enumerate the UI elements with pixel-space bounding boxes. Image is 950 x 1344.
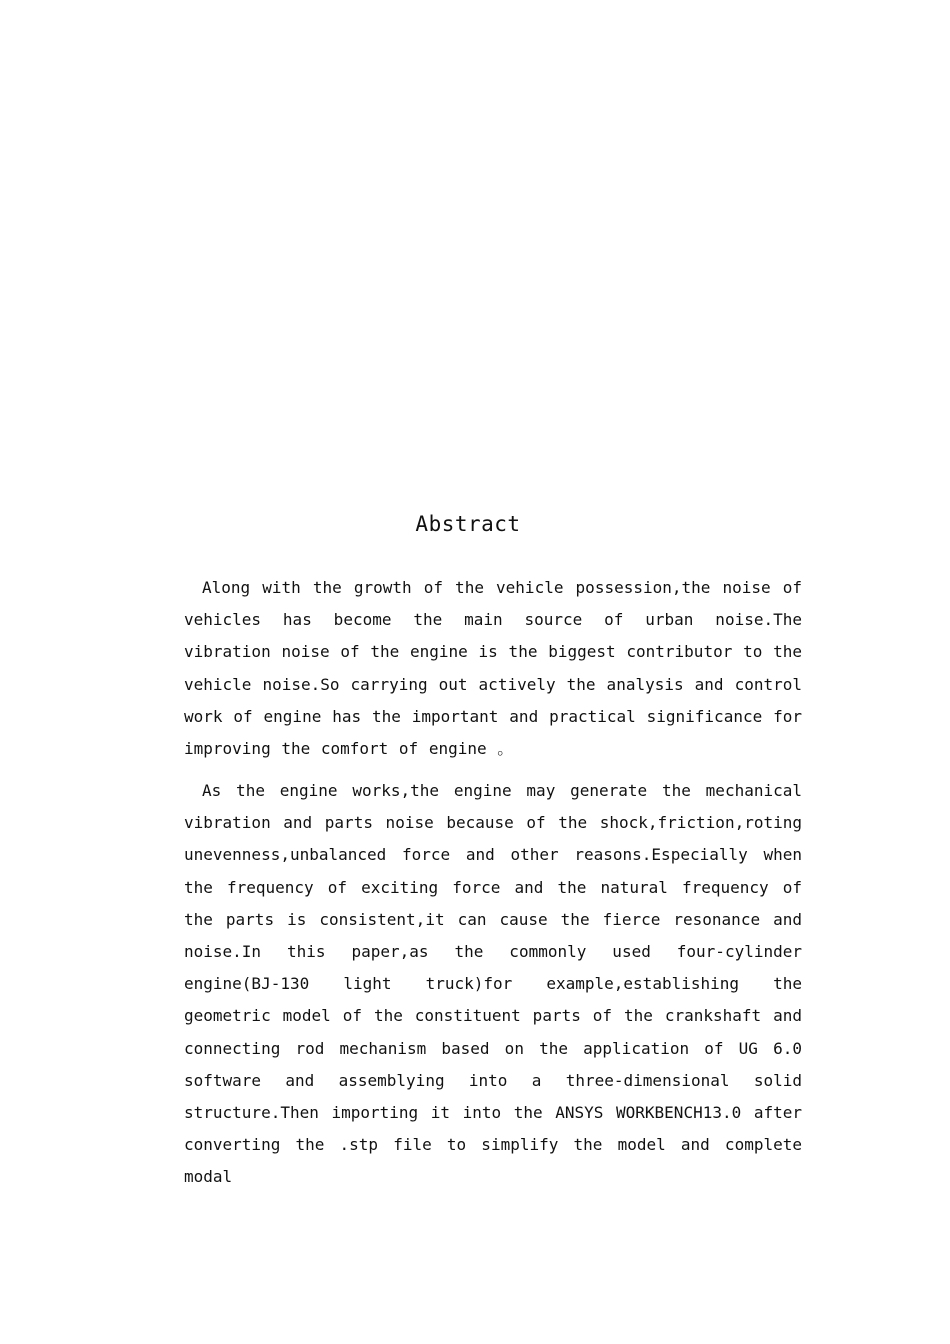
abstract-paragraph-2: As the engine works,the engine may generate the mechanical vibration and parts noise because of the shock,friction,roting unevenness,unbalanced force and other reasons.Especially when the frequency of exciting force and the natural frequency of the parts is consistent,it can cause the fierce resonance and noise.In this paper,as the commonly used four-cylinder engine(BJ-130 light truck)for example,establishing the geometric model of the constituent parts of the crankshaft and connecting rod mechanism based on the application of UG 6.0 software and assemblying into a three-dimensional solid structure.Then importing it into the ANSYS WORKBENCH13.0 after converting the .stp file to simplify the model and complete modal bbox=[184, 781, 802, 1187]
abstract-heading: Abstract bbox=[415, 512, 521, 536]
abstract-paragraph-1: Along with the growth of the vehicle possession,the noise of vehicles has become the main source of urban noise.The vibration noise of the engine is the biggest contributor to the vehicle noise.So carrying out actively the analysis and control work of engine has the important and practical significance for improving the comfort of engine 。 bbox=[184, 578, 802, 759]
